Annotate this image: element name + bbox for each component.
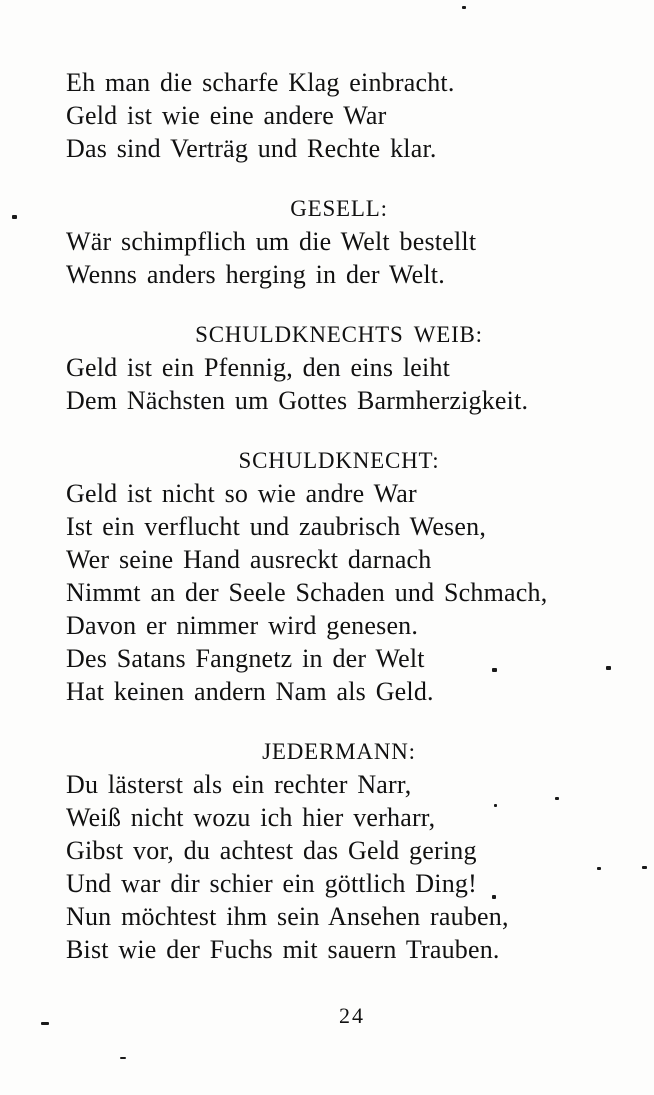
scan-speck: [492, 895, 496, 899]
stanza: [66, 318, 612, 417]
verse-line: Weiß nicht wozu ich hier verharr,: [66, 803, 436, 832]
verse-line: Nun möchtest ihm sein Ansehen rauben,: [66, 902, 509, 931]
speaker-heading: GESELL:: [290, 196, 388, 221]
verse-line: Gibst vor, du achtest das Geld gering: [66, 836, 477, 865]
verse-line: Hat keinen andern Nam als Geld.: [66, 677, 434, 706]
scan-speck: [597, 867, 601, 870]
verse-line: Und war dir schier ein göttlich Ding!: [66, 869, 477, 898]
stanza: [66, 66, 612, 165]
verse-line: Wer seine Hand ausreckt darnach: [66, 545, 432, 574]
verse-line: Ist ein verflucht und zaubrisch Wesen,: [66, 512, 487, 541]
speaker-heading: JEDERMANN:: [262, 739, 416, 764]
verse-line: Du lästerst als ein rechter Narr,: [66, 770, 412, 799]
scan-speck: [555, 797, 559, 800]
scan-speck: [494, 804, 497, 807]
scan-speck: [41, 1022, 49, 1025]
poem: [66, 66, 612, 966]
verse-line: Geld ist nicht so wie andre War: [66, 479, 417, 508]
speaker-heading: SCHULDKNECHTS WEIB:: [195, 322, 483, 347]
verse-line: Wenns anders herging in der Welt.: [66, 260, 445, 289]
scan-speck: [642, 866, 647, 869]
verse-line: Eh man die scharfe Klag einbracht.: [66, 68, 455, 97]
scan-speck: [12, 215, 17, 219]
scan-speck: [606, 666, 611, 670]
verse-line: Wär schimpflich um die Welt bestellt: [66, 227, 477, 256]
speaker-heading: SCHULDKNECHT:: [238, 448, 440, 473]
stanza: [66, 444, 612, 708]
verse-line: Bist wie der Fuchs mit sauern Trauben.: [66, 935, 500, 964]
verse-line: Davon er nimmer wird genesen.: [66, 611, 419, 640]
stanza: [66, 192, 612, 291]
scan-speck: [492, 668, 497, 672]
verse-line: Geld ist ein Pfennig, den eins leiht: [66, 353, 451, 382]
verse-line: Das sind Verträg und Rechte klar.: [66, 134, 437, 163]
stanza: [66, 735, 612, 966]
verse-line: Nimmt an der Seele Schaden und Schmach,: [66, 578, 548, 607]
verse-line: Dem Nächsten um Gottes Barmherzigkeit.: [66, 386, 529, 415]
verse-line: Des Satans Fangnetz in der Welt: [66, 644, 425, 673]
scan-speck: [462, 6, 466, 9]
verse-line: Geld ist wie eine andere War: [66, 101, 387, 130]
scan-speck: [120, 1057, 126, 1059]
page-number: 24: [339, 1003, 365, 1028]
